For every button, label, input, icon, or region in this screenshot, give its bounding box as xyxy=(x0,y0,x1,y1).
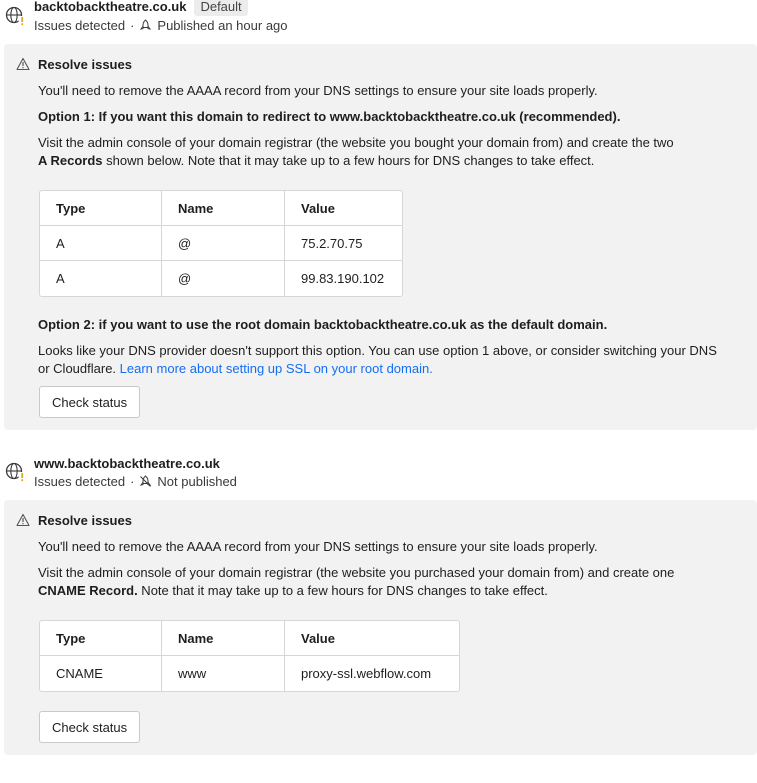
default-badge: Default xyxy=(194,0,247,16)
a-records-table xyxy=(39,190,403,297)
issues-status: Issues detected xyxy=(34,18,126,33)
cell-type: A xyxy=(40,261,162,296)
issues-status: Issues detected xyxy=(34,474,126,489)
rocket-crossed-icon xyxy=(139,475,152,488)
a-records-label: A Records xyxy=(38,153,103,168)
col-name: Name xyxy=(162,191,285,226)
cell-value[interactable]: proxy-ssl.webflow.com xyxy=(301,666,432,681)
option2-instructions-line1: Looks like your DNS provider doesn't support this option. You can use option 1 above, or consider switching your DNS xyxy=(38,343,717,358)
col-type: Type xyxy=(40,191,162,226)
rocket-icon xyxy=(139,19,152,32)
cell-value[interactable]: 99.83.190.102 xyxy=(301,271,385,286)
check-status-button[interactable]: Check status xyxy=(39,386,140,418)
option1-instructions-line1: Visit the admin console of your domain registrar (the website you bought your domain from) and create the two xyxy=(38,135,674,150)
table-header-row xyxy=(40,191,402,226)
cname-record-label: CNAME Record. xyxy=(38,583,138,598)
cname-records-table xyxy=(39,620,460,692)
publish-status: Published an hour ago xyxy=(157,18,288,33)
domain-header-root xyxy=(0,0,757,44)
check-status-button[interactable]: Check status xyxy=(39,711,140,743)
domain-status xyxy=(34,474,237,489)
aaaa-notice: You'll need to remove the AAAA record from your DNS settings to ensure your site loads properly. xyxy=(38,539,598,554)
cname-instructions-line1: Visit the admin console of your domain registrar (the website you purchased your domain from) and create one xyxy=(38,565,675,580)
cell-name: @ xyxy=(162,226,285,261)
table-header-row xyxy=(40,621,459,656)
resolve-issues-panel-www xyxy=(4,500,757,755)
cell-type: A xyxy=(40,226,162,261)
domain-name-text: backtobacktheatre.co.uk xyxy=(34,0,187,14)
table-row xyxy=(40,656,459,691)
col-type: Type xyxy=(40,621,162,656)
resolve-issues-panel-root xyxy=(4,44,757,430)
option2-prefix: or Cloudflare. xyxy=(38,361,120,376)
warning-triangle-icon xyxy=(16,57,30,71)
option1-instructions-rest: shown below. Note that it may take up to a few hours for DNS changes to take effect. xyxy=(102,153,595,168)
warning-triangle-icon xyxy=(16,513,30,527)
option2-instructions-line2 xyxy=(38,360,433,378)
table-row xyxy=(40,261,402,296)
domain-header-www xyxy=(0,452,757,500)
cname-instructions-rest: Note that it may take up to a few hours for DNS changes to take effect. xyxy=(137,583,548,598)
panel-title: Resolve issues xyxy=(38,513,132,528)
cell-type: CNAME xyxy=(40,656,162,691)
domain-status xyxy=(34,18,288,33)
panel-title: Resolve issues xyxy=(38,57,132,72)
col-value: Value xyxy=(285,621,459,656)
cell-name: @ xyxy=(162,261,285,296)
option1-heading: Option 1: If you want this domain to redirect to www.backtobacktheatre.co.uk (recommended). xyxy=(38,109,621,124)
col-name: Name xyxy=(162,621,285,656)
globe-warning-icon xyxy=(5,461,27,483)
col-value: Value xyxy=(285,191,402,226)
separator: · xyxy=(130,18,135,33)
globe-warning-icon xyxy=(5,5,27,27)
cell-value[interactable]: 75.2.70.75 xyxy=(285,226,402,261)
aaaa-notice: You'll need to remove the AAAA record from your DNS settings to ensure your site loads properly. xyxy=(38,83,598,98)
option2-heading: Option 2: if you want to use the root domain backtobacktheatre.co.uk as the default domain. xyxy=(38,317,608,332)
domain-name[interactable] xyxy=(34,0,248,16)
cell-name: www xyxy=(162,656,285,691)
domain-name[interactable]: www.backtobacktheatre.co.uk xyxy=(34,456,220,471)
publish-status: Not published xyxy=(157,474,237,489)
cname-instructions-line2 xyxy=(38,582,548,600)
option1-instructions-line2 xyxy=(38,152,594,170)
ssl-root-domain-link[interactable]: Learn more about setting up SSL on your root domain. xyxy=(119,361,433,376)
table-row xyxy=(40,226,402,261)
separator: · xyxy=(130,474,135,489)
